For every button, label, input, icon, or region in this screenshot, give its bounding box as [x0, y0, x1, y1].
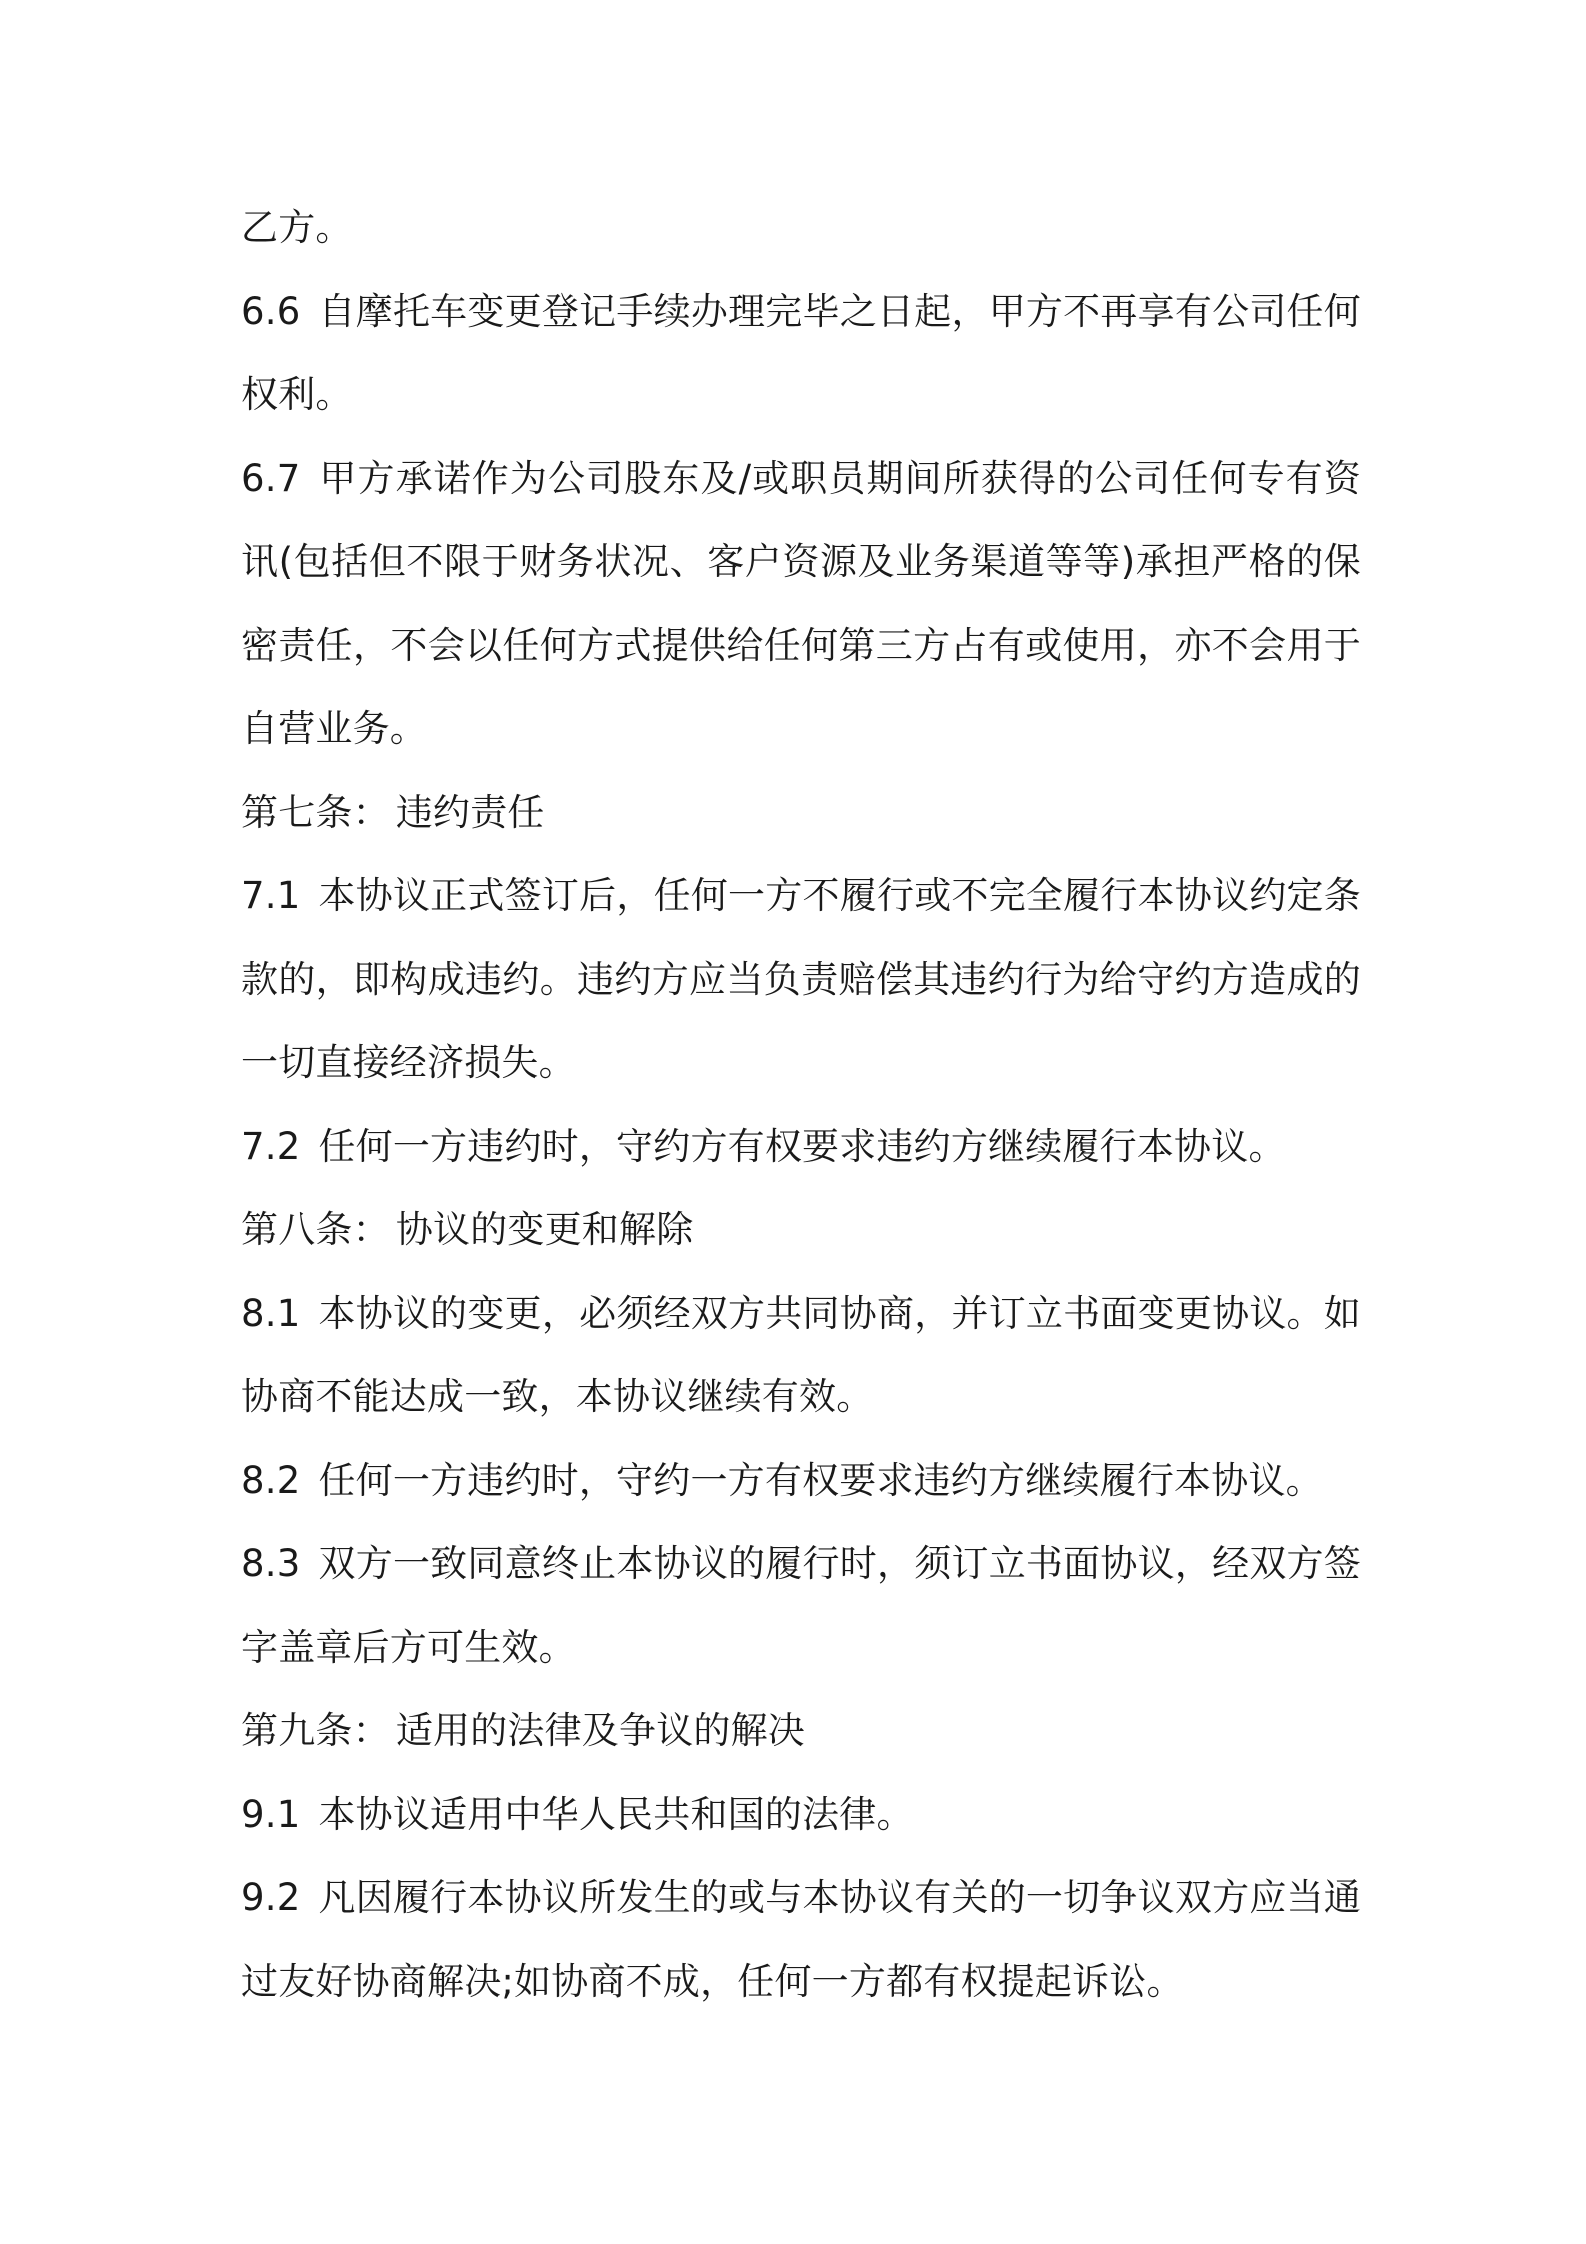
clause-9-2 [241, 1856, 1361, 2023]
article-title: 协议的变更和解除 [395, 1208, 694, 1251]
clause-text: 凡因履行本协议所发生的或与本协议有关的一切争议双方应当通过友好协商解决;如协商不成，任何一方都有权提起诉讼。 [241, 1876, 1361, 2003]
article-label: 第七条 [241, 790, 353, 834]
heading-colon: ： [352, 1208, 390, 1251]
clause-7-1 [241, 854, 1361, 1105]
clause-7-2 [241, 1105, 1361, 1189]
clause-text: 本协议的变更，必须经双方共同协商，并订立书面变更协议。如协商不能达成一致，本协议继续有效。 [241, 1291, 1361, 1418]
paragraph-continuation [241, 186, 1361, 270]
clause-number: 6.6 [241, 289, 301, 333]
clause-text: 甲方承诺作为公司股东及/或职员期间所获得的公司任何专有资讯(包括但不限于财务状况、客户资源及业务渠道等等)承担严格的保密责任，不会以任何方式提供给任何第三方占有或使用，亦不会用于自营业务。 [241, 456, 1361, 750]
article-title: 违约责任 [395, 790, 545, 834]
article-label: 第九条 [241, 1709, 353, 1752]
clause-text: 本协议正式签订后，任何一方不履行或不完全履行本协议约定条款的，即构成违约。违约方应当负责赔偿其违约行为给守约方造成的一切直接经济损失。 [241, 874, 1361, 1084]
article-9-heading [241, 1689, 1361, 1773]
clause-number: 8.2 [241, 1458, 301, 1502]
clause-number: 8.1 [241, 1291, 301, 1335]
clause-text: 自摩托车变更登记手续办理完毕之日起，甲方不再享有公司任何权利。 [241, 289, 1361, 416]
clause-number: 9.2 [241, 1876, 301, 1919]
clause-text: 任何一方违约时，守约一方有权要求违约方继续履行本协议。 [318, 1458, 1323, 1502]
clause-6-7 [241, 437, 1361, 771]
document-page [241, 186, 1361, 2023]
clause-text: 任何一方违约时，守约方有权要求违约方继续履行本协议。 [318, 1124, 1286, 1168]
heading-colon: ： [352, 790, 390, 834]
clause-8-3 [241, 1522, 1361, 1689]
clause-number: 8.3 [241, 1542, 301, 1585]
clause-8-1 [241, 1272, 1361, 1439]
heading-colon: ： [352, 1709, 390, 1752]
article-7-heading [241, 771, 1361, 855]
clause-number: 7.1 [241, 874, 301, 917]
article-label: 第八条 [241, 1208, 353, 1251]
clause-9-1 [241, 1773, 1361, 1857]
clause-6-6 [241, 270, 1361, 437]
clause-text: 本协议适用中华人民共和国的法律。 [318, 1792, 914, 1836]
clause-8-2 [241, 1439, 1361, 1523]
clause-text: 双方一致同意终止本协议的履行时，须订立书面协议，经双方签字盖章后方可生效。 [241, 1542, 1361, 1669]
clause-number: 6.7 [241, 456, 301, 500]
clause-number: 7.2 [241, 1124, 301, 1168]
article-title: 适用的法律及争议的解决 [395, 1709, 806, 1752]
paragraph-text: 乙方。 [241, 206, 353, 249]
article-8-heading [241, 1188, 1361, 1272]
clause-number: 9.1 [241, 1792, 301, 1836]
